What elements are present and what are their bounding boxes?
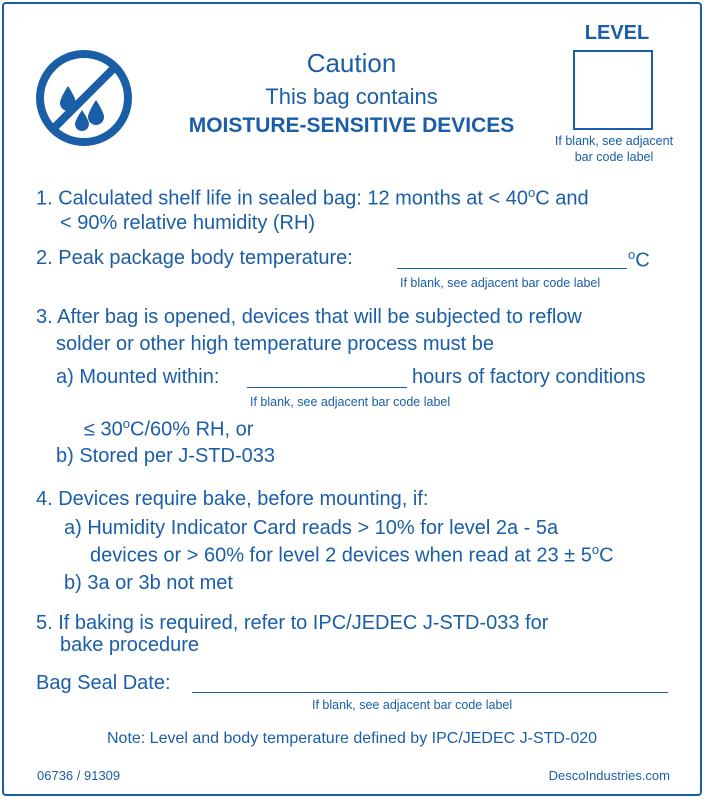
- bag-contains-text: This bag contains: [265, 84, 438, 109]
- mount-hours-note: If blank, see adjacent bar code label: [250, 395, 451, 409]
- item-3a-condition: ≤ $30^oC/60\%$ RH, or: [84, 416, 254, 441]
- item-3-line-1: 3. After bag is opened, devices that will be subjected to reflow: [36, 306, 582, 328]
- item-3a-suffix: hours of factory conditions: [412, 366, 646, 388]
- level-note-line2: bar code label: [574, 150, 654, 164]
- msd-heading: MOISTURE-SENSITIVE DEVICES: [188, 114, 515, 137]
- item-3-line-2: solder or other high temperature process must be: [56, 333, 494, 355]
- item-5-line-2: bake procedure: [60, 634, 199, 656]
- item-2-unit: $^o$C: [628, 247, 650, 272]
- item-3b: b) Stored per J-STD-033: [56, 445, 275, 467]
- msd-caution-label: [2, 2, 702, 796]
- level-note-line1: If blank, see adjacent: [554, 134, 674, 148]
- website: DescoIndustries.com: [548, 768, 670, 783]
- item-1-line-1: 1. Calculated shelf life in sealed bag: 12 months at < $40^oC$ and: [36, 185, 589, 210]
- seal-date-note: If blank, see adjacent bar code label: [312, 698, 513, 712]
- level-title: LEVEL: [584, 22, 650, 44]
- item-4a-line-2: devices or > 60% for level 2 devices when read at $23 \pm 5^oC$: [90, 542, 614, 567]
- item-4b: b) 3a or 3b not met: [64, 572, 233, 594]
- bag-seal-date-blank: [192, 692, 668, 693]
- no-moisture-icon: [34, 48, 134, 148]
- level-box: [573, 50, 653, 130]
- caution-title: Caution: [306, 48, 397, 78]
- mount-hours-blank: [247, 387, 407, 388]
- peak-temp-blank: [397, 268, 627, 269]
- item-1-line-2: < 90% relative humidity (RH): [60, 212, 316, 234]
- item-3a-label: a) Mounted within:: [56, 366, 220, 388]
- item-5-line-1: 5. If baking is required, refer to IPC/JEDEC J-STD-033 for: [36, 612, 549, 634]
- peak-temp-note: If blank, see adjacent bar code label: [400, 276, 601, 290]
- footer-note: Note: Level and body temperature defined by IPC/JEDEC J-STD-020: [106, 730, 598, 747]
- item-2-text: 2. Peak package body temperature:: [36, 247, 353, 269]
- bag-seal-date-label: Bag Seal Date:: [36, 672, 171, 694]
- product-code: 06736 / 91309: [37, 768, 121, 783]
- item-4-line-1: 4. Devices require bake, before mounting, if:: [36, 488, 429, 510]
- item-4a-line-1: a) Humidity Indicator Card reads > 10% for level 2a - 5a: [64, 517, 559, 539]
